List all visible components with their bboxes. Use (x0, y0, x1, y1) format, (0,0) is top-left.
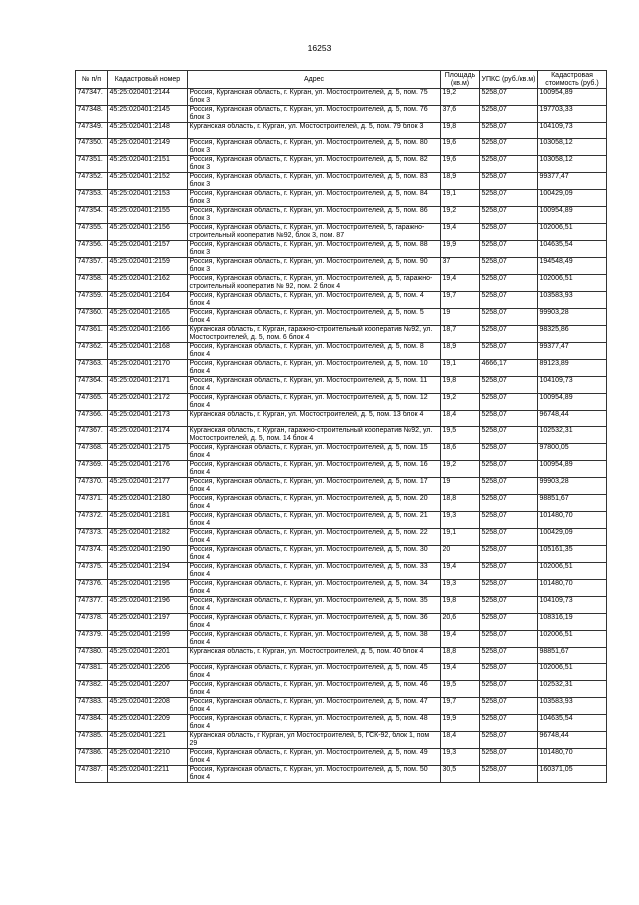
cell-upks: 5258,07 (480, 190, 538, 207)
cell-area: 19,8 (441, 597, 480, 614)
cell-num: 747385. (76, 732, 108, 749)
cell-cadastral: 45:25:020401:2182 (108, 529, 188, 546)
cell-cadastral: 45:25:020401:2195 (108, 580, 188, 597)
cell-address: Россия, Курганская область, г. Курган, ул. Мостостроителей, д. 5, пом. 20 блок 4 (188, 495, 441, 512)
cell-upks: 5258,07 (480, 529, 538, 546)
table-row (76, 732, 607, 749)
cell-upks: 5258,07 (480, 495, 538, 512)
cell-cadastral: 45:25:020401:2165 (108, 309, 188, 326)
cell-address: Россия, Курганская область, г. Курган, ул. Мостостроителей, д. 5, пом. 47 блок 4 (188, 698, 441, 715)
table-row (76, 478, 607, 495)
table-row (76, 681, 607, 698)
cell-upks: 5258,07 (480, 512, 538, 529)
cell-num: 747379. (76, 631, 108, 648)
table-row (76, 597, 607, 614)
cell-cost: 103058,12 (538, 139, 607, 156)
cell-cadastral: 45:25:020401:2153 (108, 190, 188, 207)
cell-num: 747365. (76, 394, 108, 411)
cell-cadastral: 45:25:020401:2145 (108, 106, 188, 123)
table-row (76, 173, 607, 190)
cell-cost: 101480,70 (538, 749, 607, 766)
cell-num: 747381. (76, 664, 108, 681)
table-row (76, 190, 607, 207)
table-row (76, 292, 607, 309)
cell-area: 18,8 (441, 648, 480, 664)
cell-cadastral: 45:25:020401:2199 (108, 631, 188, 648)
cell-area: 19,7 (441, 292, 480, 309)
cell-num: 747354. (76, 207, 108, 224)
cell-num: 747362. (76, 343, 108, 360)
cell-area: 19,3 (441, 749, 480, 766)
cell-cost: 100954,89 (538, 394, 607, 411)
cell-address: Россия, Курганская область, г. Курган, ул. Мостостроителей, д. 5, пом. 22 блок 4 (188, 529, 441, 546)
cell-area: 18,7 (441, 326, 480, 343)
cell-area: 19,9 (441, 715, 480, 732)
cell-cost: 101480,70 (538, 512, 607, 529)
cell-cadastral: 45:25:020401:2181 (108, 512, 188, 529)
cell-address: Россия, Курганская область, г. Курган, ул. Мостостроителей, д. 5, пом. 48 блок 4 (188, 715, 441, 732)
cell-upks: 5258,07 (480, 241, 538, 258)
cell-upks: 5258,07 (480, 173, 538, 190)
cell-num: 747378. (76, 614, 108, 631)
cell-cost: 108316,19 (538, 614, 607, 631)
cell-upks: 5258,07 (480, 258, 538, 275)
cell-num: 747383. (76, 698, 108, 715)
cell-cost: 101480,70 (538, 580, 607, 597)
table-row (76, 156, 607, 173)
table-row (76, 495, 607, 512)
cell-area: 19,2 (441, 461, 480, 478)
table-row (76, 427, 607, 444)
header-upks: УПКС (руб./кв.м) (480, 71, 538, 89)
cell-upks: 5258,07 (480, 427, 538, 444)
table-row (76, 258, 607, 275)
cell-cadastral: 45:25:020401:2190 (108, 546, 188, 563)
cell-cadastral: 45:25:020401:2208 (108, 698, 188, 715)
cell-num: 747366. (76, 411, 108, 427)
cell-address: Курганская область, г. Курган, гаражно-строительный кооператив №92, ул. Мостостроителей, д. 5, пом. 14 блок 4 (188, 427, 441, 444)
cell-cost: 96748,44 (538, 411, 607, 427)
cell-num: 747376. (76, 580, 108, 597)
cell-area: 19,5 (441, 681, 480, 698)
cell-num: 747377. (76, 597, 108, 614)
cell-address: Россия, Курганская область, г. Курган, ул. Мостостроителей, д. 5, пом. 86 блок 3 (188, 207, 441, 224)
cell-cadastral: 45:25:020401:2171 (108, 377, 188, 394)
cell-cost: 102006,51 (538, 664, 607, 681)
cell-num: 747375. (76, 563, 108, 580)
cell-area: 19,4 (441, 224, 480, 241)
cell-cadastral: 45:25:020401:2166 (108, 326, 188, 343)
cell-num: 747369. (76, 461, 108, 478)
cell-address: Россия, Курганская область, г. Курган, ул. Мостостроителей, д. 5, гаражно-строительный кооператив № 92, пом. 2 блок 4 (188, 275, 441, 292)
cell-cadastral: 45:25:020401:2174 (108, 427, 188, 444)
cell-area: 19 (441, 478, 480, 495)
cell-upks: 5258,07 (480, 224, 538, 241)
cell-num: 747380. (76, 648, 108, 664)
cell-upks: 5258,07 (480, 343, 538, 360)
cell-area: 30,5 (441, 766, 480, 783)
cell-cadastral: 45:25:020401:2172 (108, 394, 188, 411)
cell-cost: 89123,89 (538, 360, 607, 377)
table-row (76, 224, 607, 241)
cell-area: 19,8 (441, 377, 480, 394)
table-row (76, 377, 607, 394)
table-row (76, 343, 607, 360)
cell-cadastral: 45:25:020401:221 (108, 732, 188, 749)
cell-cost: 99903,28 (538, 478, 607, 495)
cell-area: 19,8 (441, 123, 480, 139)
cell-area: 19,4 (441, 563, 480, 580)
cell-upks: 5258,07 (480, 326, 538, 343)
cell-address: Курганская область, г. Курган, гаражно-строительный кооператив №92, ул. Мостостроителей, д. 5, пом. 6 блок 4 (188, 326, 441, 343)
cell-cost: 98851,67 (538, 648, 607, 664)
cell-cost: 100429,09 (538, 529, 607, 546)
cell-cost: 97800,05 (538, 444, 607, 461)
cell-area: 19,5 (441, 427, 480, 444)
cell-num: 747355. (76, 224, 108, 241)
cell-address: Россия, Курганская область, г. Курган, ул. Мостостроителей, д. 5, пом. 17 блок 4 (188, 478, 441, 495)
cell-num: 747357. (76, 258, 108, 275)
cell-num: 747348. (76, 106, 108, 123)
table-row (76, 766, 607, 783)
cell-cadastral: 45:25:020401:2201 (108, 648, 188, 664)
cell-num: 747361. (76, 326, 108, 343)
cell-num: 747347. (76, 89, 108, 106)
cell-num: 747356. (76, 241, 108, 258)
cell-cadastral: 45:25:020401:2209 (108, 715, 188, 732)
cell-cadastral: 45:25:020401:2149 (108, 139, 188, 156)
cell-cadastral: 45:25:020401:2148 (108, 123, 188, 139)
cell-area: 19,6 (441, 156, 480, 173)
cell-cost: 102532,31 (538, 427, 607, 444)
cell-cost: 102006,51 (538, 563, 607, 580)
cell-address: Россия, Курганская область, г. Курган, ул. Мостостроителей, д. 5, пом. 10 блок 4 (188, 360, 441, 377)
cell-cadastral: 45:25:020401:2157 (108, 241, 188, 258)
cell-area: 19,3 (441, 512, 480, 529)
cell-upks: 5258,07 (480, 139, 538, 156)
header-cost: Кадастровая стоимость (руб.) (538, 71, 607, 89)
table-row (76, 631, 607, 648)
cell-area: 19,7 (441, 698, 480, 715)
cell-upks: 5258,07 (480, 715, 538, 732)
cell-cadastral: 45:25:020401:2176 (108, 461, 188, 478)
cell-upks: 5258,07 (480, 597, 538, 614)
header-num: № п/п (76, 71, 108, 89)
cell-upks: 5258,07 (480, 394, 538, 411)
cell-cadastral: 45:25:020401:2156 (108, 224, 188, 241)
table-row (76, 207, 607, 224)
cell-num: 747387. (76, 766, 108, 783)
cell-cost: 102006,51 (538, 631, 607, 648)
cell-num: 747368. (76, 444, 108, 461)
table-row (76, 614, 607, 631)
cell-upks: 5258,07 (480, 207, 538, 224)
cell-address: Россия, Курганская область, г. Курган, ул. Мостостроителей, д. 5, пом. 80 блок 3 (188, 139, 441, 156)
cell-area: 18,6 (441, 444, 480, 461)
cell-upks: 5258,07 (480, 766, 538, 783)
cell-address: Россия, Курганская область, г. Курган, ул. Мостостроителей, д. 5, пом. 15 блок 4 (188, 444, 441, 461)
cell-address: Россия, Курганская область, г. Курган, ул. Мостостроителей, д. 5, пом. 34 блок 4 (188, 580, 441, 597)
cell-cadastral: 45:25:020401:2170 (108, 360, 188, 377)
cell-address: Курганская область, г. Курган, ул. Мостостроителей, д. 5, пом. 40 блок 4 (188, 648, 441, 664)
cell-cadastral: 45:25:020401:2207 (108, 681, 188, 698)
cell-cost: 99377,47 (538, 173, 607, 190)
table-row (76, 123, 607, 139)
cell-address: Россия, Курганская область, г. Курган, ул. Мостостроителей, д. 5, пом. 11 блок 4 (188, 377, 441, 394)
cell-address: Россия, Курганская область, г. Курган, ул. Мостостроителей, д. 5, пом. 90 блок 3 (188, 258, 441, 275)
cell-area: 19,6 (441, 139, 480, 156)
cell-num: 747367. (76, 427, 108, 444)
cell-cost: 103058,12 (538, 156, 607, 173)
cell-num: 747374. (76, 546, 108, 563)
table-row (76, 89, 607, 106)
cell-address: Россия, Курганская область, г. Курган, ул. Мостостроителей, д. 5, пом. 33 блок 4 (188, 563, 441, 580)
header-address: Адрес (188, 71, 441, 89)
table-row (76, 461, 607, 478)
cell-upks: 5258,07 (480, 309, 538, 326)
cell-upks: 5258,07 (480, 444, 538, 461)
cell-area: 19,4 (441, 664, 480, 681)
cell-upks: 5258,07 (480, 546, 538, 563)
cell-upks: 5258,07 (480, 580, 538, 597)
cell-address: Россия, Курганская область, г. Курган, ул. Мостостроителей, д. 5, пом. 12 блок 4 (188, 394, 441, 411)
cell-cost: 104635,54 (538, 715, 607, 732)
cell-cost: 197703,33 (538, 106, 607, 123)
cell-cadastral: 45:25:020401:2164 (108, 292, 188, 309)
cell-cost: 105161,35 (538, 546, 607, 563)
cell-upks: 5258,07 (480, 664, 538, 681)
cell-cadastral: 45:25:020401:2194 (108, 563, 188, 580)
cell-upks: 5258,07 (480, 156, 538, 173)
cell-upks: 5258,07 (480, 275, 538, 292)
cell-upks: 5258,07 (480, 377, 538, 394)
cell-cost: 104109,73 (538, 377, 607, 394)
cell-area: 19,2 (441, 394, 480, 411)
cell-address: Россия, Курганская область, г. Курган, ул. Мостостроителей, д. 5, пом. 49 блок 4 (188, 749, 441, 766)
table-row (76, 411, 607, 427)
cell-upks: 5258,07 (480, 478, 538, 495)
cell-num: 747364. (76, 377, 108, 394)
table-row (76, 648, 607, 664)
cell-cadastral: 45:25:020401:2197 (108, 614, 188, 631)
cell-upks: 4666,17 (480, 360, 538, 377)
cell-num: 747350. (76, 139, 108, 156)
table-row (76, 444, 607, 461)
table-row (76, 360, 607, 377)
table-body (76, 89, 607, 783)
cell-cadastral: 45:25:020401:2210 (108, 749, 188, 766)
cell-num: 747349. (76, 123, 108, 139)
cell-area: 19,3 (441, 580, 480, 597)
cell-area: 37 (441, 258, 480, 275)
cell-area: 18,4 (441, 411, 480, 427)
cell-area: 37,6 (441, 106, 480, 123)
cell-cadastral: 45:25:020401:2173 (108, 411, 188, 427)
cell-upks: 5258,07 (480, 461, 538, 478)
cell-upks: 5258,07 (480, 732, 538, 749)
cell-area: 20 (441, 546, 480, 563)
table-row (76, 309, 607, 326)
cell-num: 747353. (76, 190, 108, 207)
cell-cadastral: 45:25:020401:2151 (108, 156, 188, 173)
cell-cadastral: 45:25:020401:2162 (108, 275, 188, 292)
cell-cost: 100429,09 (538, 190, 607, 207)
cell-upks: 5258,07 (480, 614, 538, 631)
cell-area: 19,1 (441, 190, 480, 207)
cell-cost: 102006,51 (538, 224, 607, 241)
cell-area: 19 (441, 309, 480, 326)
table-row (76, 749, 607, 766)
cell-area: 19,2 (441, 89, 480, 106)
cell-cost: 96748,44 (538, 732, 607, 749)
table-row (76, 241, 607, 258)
cell-upks: 5258,07 (480, 631, 538, 648)
cell-cost: 104635,54 (538, 241, 607, 258)
table-row (76, 664, 607, 681)
cell-num: 747384. (76, 715, 108, 732)
cell-area: 20,6 (441, 614, 480, 631)
cell-address: Россия, Курганская область, г. Курган, ул. Мостостроителей, д. 5, пом. 35 блок 4 (188, 597, 441, 614)
cell-area: 18,4 (441, 732, 480, 749)
cell-address: Россия, Курганская область, г. Курган, ул. Мостостроителей, д. 5, пом. 16 блок 4 (188, 461, 441, 478)
cell-upks: 5258,07 (480, 292, 538, 309)
cell-cadastral: 45:25:020401:2206 (108, 664, 188, 681)
cell-address: Курганская область, г. Курган, ул. Мостостроителей, д. 5, пом. 13 блок 4 (188, 411, 441, 427)
cell-cost: 98851,67 (538, 495, 607, 512)
cell-address: Россия, Курганская область, г. Курган, ул. Мостостроителей, д. 5, пом. 84 блок 3 (188, 190, 441, 207)
cell-address: Россия, Курганская область, г. Курган, ул. Мостостроителей, 5, гаражно-строительный кооператив №92, блок 3, пом. 87 (188, 224, 441, 241)
table-row (76, 715, 607, 732)
cadastral-table (75, 70, 607, 783)
cell-address: Россия, Курганская область, г. Курган, ул. Мостостроителей, д. 5, пом. 75 блок 3 (188, 89, 441, 106)
cell-cost: 99377,47 (538, 343, 607, 360)
cell-cadastral: 45:25:020401:2152 (108, 173, 188, 190)
cell-cost: 194548,49 (538, 258, 607, 275)
cell-cadastral: 45:25:020401:2175 (108, 444, 188, 461)
table-row (76, 139, 607, 156)
cell-num: 747360. (76, 309, 108, 326)
cell-upks: 5258,07 (480, 681, 538, 698)
cell-address: Россия, Курганская область, г. Курган, ул. Мостостроителей, д. 5, пом. 76 блок 3 (188, 106, 441, 123)
cell-num: 747358. (76, 275, 108, 292)
cell-cost: 160371,05 (538, 766, 607, 783)
cell-cost: 99903,28 (538, 309, 607, 326)
cell-area: 19,4 (441, 275, 480, 292)
cell-area: 19,1 (441, 529, 480, 546)
cell-address: Россия, Курганская область, г. Курган, ул. Мостостроителей, д. 5, пом. 88 блок 3 (188, 241, 441, 258)
cell-num: 747363. (76, 360, 108, 377)
cell-area: 19,9 (441, 241, 480, 258)
cell-cost: 104109,73 (538, 597, 607, 614)
cell-area: 19,1 (441, 360, 480, 377)
table-row (76, 546, 607, 563)
cell-address: Россия, Курганская область, г. Курган, ул. Мостостроителей, д. 5, пом. 83 блок 3 (188, 173, 441, 190)
cell-cost: 98325,86 (538, 326, 607, 343)
cell-cadastral: 45:25:020401:2144 (108, 89, 188, 106)
table-row (76, 529, 607, 546)
cell-upks: 5258,07 (480, 411, 538, 427)
cell-address: Россия, Курганская область, г. Курган, ул. Мостостроителей, д. 5, пом. 8 блок 4 (188, 343, 441, 360)
cell-num: 747352. (76, 173, 108, 190)
table-row (76, 563, 607, 580)
cell-cadastral: 45:25:020401:2180 (108, 495, 188, 512)
cell-num: 747373. (76, 529, 108, 546)
table-row (76, 698, 607, 715)
cell-address: Россия, Курганская область, г. Курган, ул. Мостостроителей, д. 5, пом. 50 блок 4 (188, 766, 441, 783)
cell-address: Курганская область, г. Курган, ул. Мостостроителей, д. 5, пом. 79 блок 3 (188, 123, 441, 139)
cell-num: 747370. (76, 478, 108, 495)
cell-cadastral: 45:25:020401:2155 (108, 207, 188, 224)
cell-cadastral: 45:25:020401:2177 (108, 478, 188, 495)
cell-address: Россия, Курганская область, г. Курган, ул. Мостостроителей, д. 5, пом. 38 блок 4 (188, 631, 441, 648)
cell-upks: 5258,07 (480, 106, 538, 123)
cell-area: 18,9 (441, 343, 480, 360)
cell-cost: 100954,89 (538, 207, 607, 224)
cell-area: 18,9 (441, 173, 480, 190)
cell-cadastral: 45:25:020401:2211 (108, 766, 188, 783)
cell-cadastral: 45:25:020401:2196 (108, 597, 188, 614)
cell-area: 19,4 (441, 631, 480, 648)
cell-address: Россия, Курганская область, г. Курган, ул. Мостостроителей, д. 5, пом. 82 блок 3 (188, 156, 441, 173)
cell-num: 747386. (76, 749, 108, 766)
table-row (76, 394, 607, 411)
table-row (76, 275, 607, 292)
cell-address: Россия, Курганская область, г. Курган, ул. Мостостроителей, д. 5, пом. 45 блок 4 (188, 664, 441, 681)
cell-address: Россия, Курганская область, г. Курган, ул. Мостостроителей, д. 5, пом. 4 блок 4 (188, 292, 441, 309)
table-row (76, 106, 607, 123)
cell-address: Курганская область, г Курган, ул Мостостроителей, 5, ГСК-92, блок 1, пом 29 (188, 732, 441, 749)
cell-address: Россия, Курганская область, г. Курган, ул. Мостостроителей, д. 5, пом. 5 блок 4 (188, 309, 441, 326)
cell-cost: 103583,93 (538, 698, 607, 715)
table-header-row (76, 71, 607, 89)
cell-address: Россия, Курганская область, г. Курган, ул. Мостостроителей, д. 5, пом. 46 блок 4 (188, 681, 441, 698)
page-number: 16253 (307, 43, 332, 53)
cell-area: 19,2 (441, 207, 480, 224)
cell-upks: 5258,07 (480, 749, 538, 766)
table-row (76, 326, 607, 343)
cell-address: Россия, Курганская область, г. Курган, ул. Мостостроителей, д. 5, пом. 30 блок 4 (188, 546, 441, 563)
cell-cost: 103583,93 (538, 292, 607, 309)
cell-cost: 102006,51 (538, 275, 607, 292)
header-area: Площадь (кв.м) (441, 71, 480, 89)
cell-upks: 5258,07 (480, 123, 538, 139)
table-row (76, 580, 607, 597)
cell-upks: 5258,07 (480, 563, 538, 580)
cell-num: 747372. (76, 512, 108, 529)
cell-cost: 100954,89 (538, 461, 607, 478)
cell-num: 747371. (76, 495, 108, 512)
cell-cadastral: 45:25:020401:2159 (108, 258, 188, 275)
cell-num: 747351. (76, 156, 108, 173)
cell-upks: 5258,07 (480, 648, 538, 664)
cell-cadastral: 45:25:020401:2168 (108, 343, 188, 360)
cell-upks: 5258,07 (480, 698, 538, 715)
cell-cost: 100954,89 (538, 89, 607, 106)
cell-cost: 104109,73 (538, 123, 607, 139)
cell-cost: 102532,31 (538, 681, 607, 698)
cell-num: 747382. (76, 681, 108, 698)
cell-address: Россия, Курганская область, г. Курган, ул. Мостостроителей, д. 5, пом. 36 блок 4 (188, 614, 441, 631)
table-row (76, 512, 607, 529)
cell-upks: 5258,07 (480, 89, 538, 106)
header-cadastral: Кадастровый номер (108, 71, 188, 89)
cell-num: 747359. (76, 292, 108, 309)
cell-area: 18,8 (441, 495, 480, 512)
cell-address: Россия, Курганская область, г. Курган, ул. Мостостроителей, д. 5, пом. 21 блок 4 (188, 512, 441, 529)
